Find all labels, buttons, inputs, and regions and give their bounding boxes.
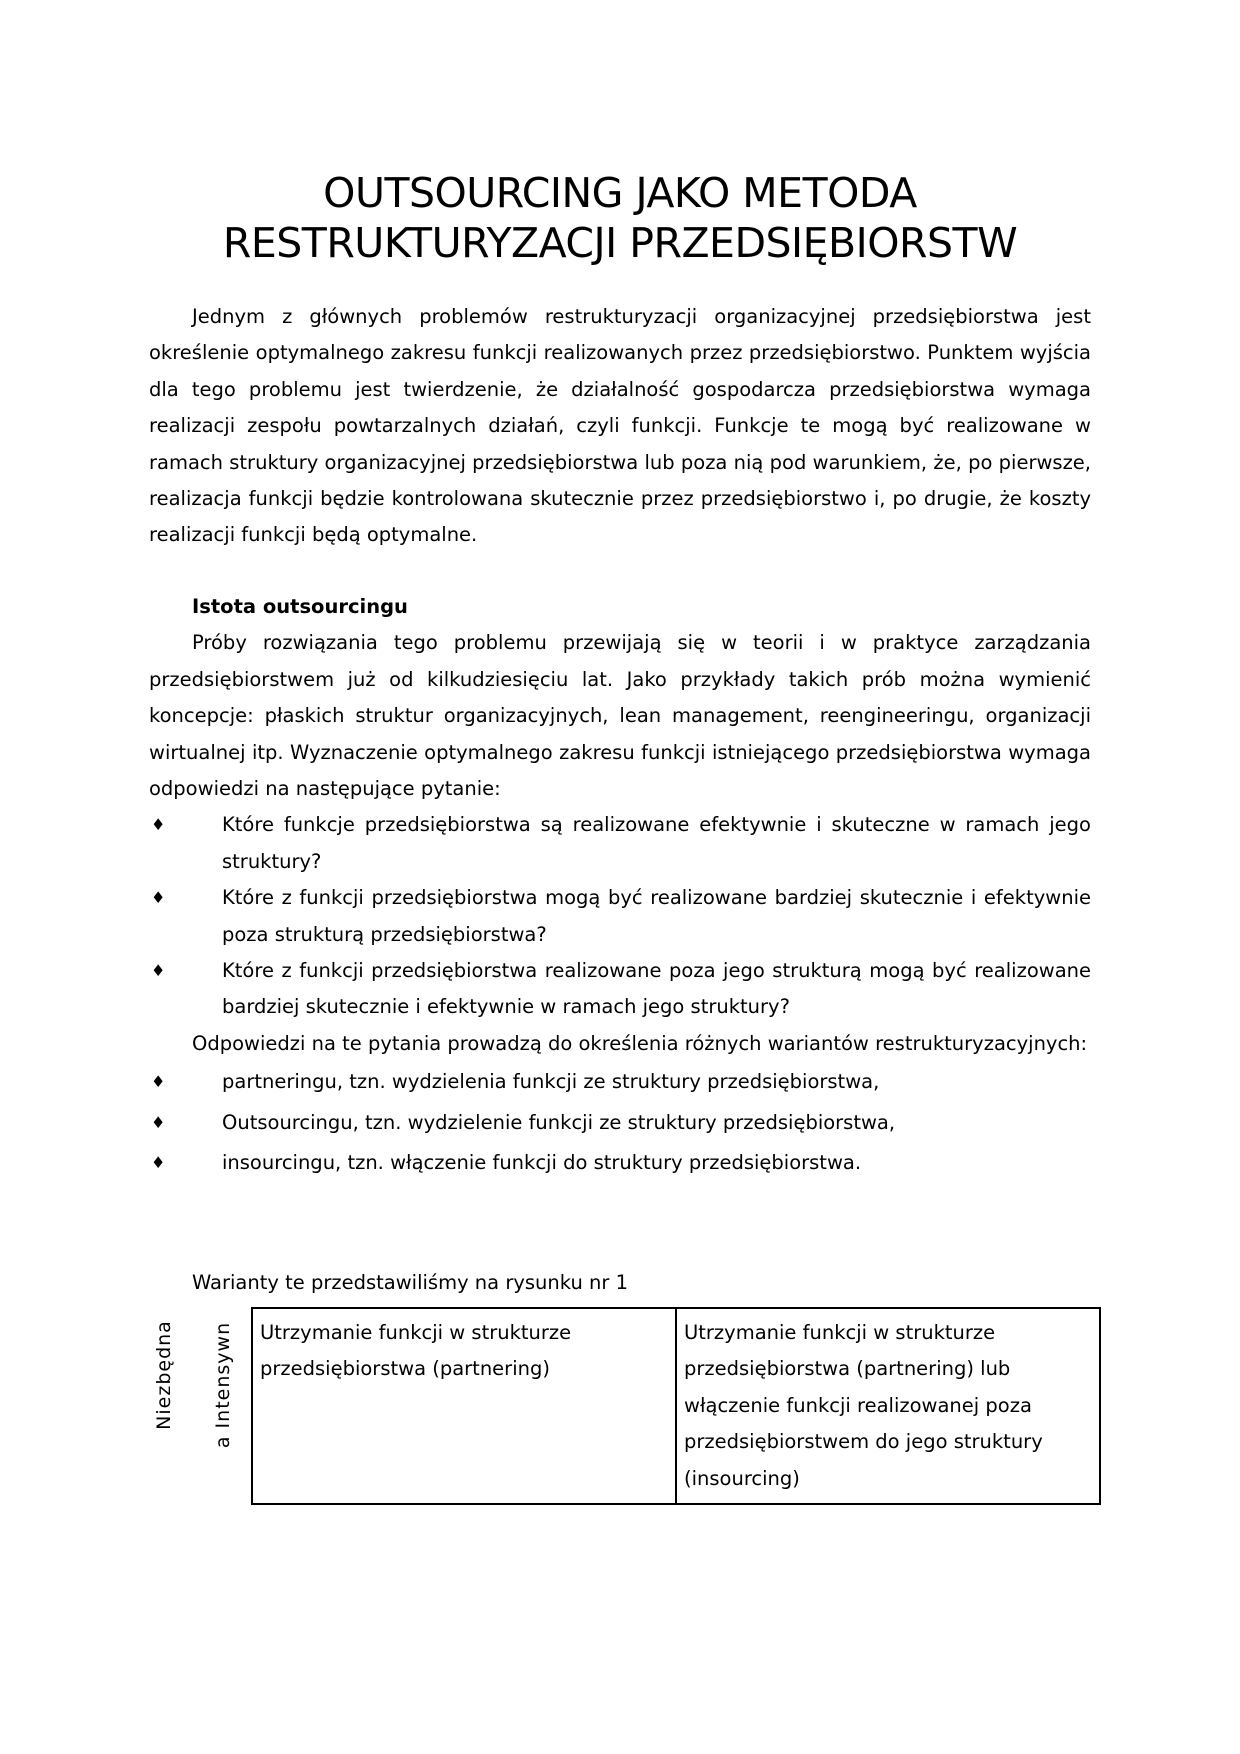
row-label-outer: Niezbędna [153,1320,175,1430]
figure-caption-block [149,1265,1091,1301]
list-item [149,1103,1091,1144]
list-item-text: Które z funkcji przedsiębiorstwa realizowane poza jego strukturą mogą być realizowane bardziej skutecznie i efektywnie w ramach jego struktury? [222,959,1091,1019]
row-label-inner: a Intensywn [212,1321,234,1449]
intro-section [149,299,1091,554]
list-item [149,953,1091,1026]
diamond-bullet-icon: ♦ [151,1072,166,1092]
list-item-text: partneringu, tzn. wydzielenia funkcji ze struktury przedsiębiorstwa, [222,1070,880,1094]
list-item-text: Które funkcje przedsiębiorstwa są realizowane efektywnie i skuteczne w ramach jego struktury? [222,813,1091,873]
essence-section [149,589,1091,1184]
section-heading: Istota outsourcingu [192,595,408,618]
list-item [149,1143,1091,1184]
paragraph-intro: Jednym z głównych problemów restrukturyzacji organizacyjnej przedsiębiorstwa jest określenie optymalnego zakresu funkcji realizowanych przez przedsiębiorstwo. Punktem wyjścia dla tego problemu jest twierdzenie, że działalność gospodarcza przedsiębiorstwa wymaga realizacji zespołu powtarzalnych działań, czyli funkcji. Funkcje te mogą być realizowane w ramach struktury organizacyjnej przedsiębiorstwa lub poza nią pod warunkiem, że, po pierwsze, realizacja funkcji będzie kontrolowana skutecznie przez przedsiębiorstwo i, po drugie, że koszty realizacji funkcji będą optymalne. [149,305,1091,547]
figure-caption: Warianty te przedstawiliśmy na rysunku nr 1 [192,1271,628,1294]
diamond-bullet-icon: ♦ [151,815,166,835]
diamond-bullet-icon: ♦ [151,1112,166,1132]
diamond-bullet-icon: ♦ [151,961,166,981]
title-line-1: OUTSOURCING JAKO METODA [323,169,917,217]
paragraph-essence: Próby rozwiązania tego problemu przewijają się w teorii i w praktyce zarządzania przedsiębiorstwem już od kilkudziesięciu lat. Jako przykłady takich prób można wymienić koncepcje: płaskich struktur organizacyjnych, lean management, reengineeringu, organizacji wirtualnej itp. Wyznaczenie optymalnego zakresu funkcji istniejącego przedsiębiorstwa wymaga odpowiedzi na następujące pytanie: [149,631,1091,801]
table-cell-partnering: Utrzymanie funkcji w strukturze przedsiębiorstwa (partnering) [252,1308,676,1504]
list-item-text: Które z funkcji przedsiębiorstwa mogą być realizowane bardziej skutecznie i efektywnie poza strukturą przedsiębiorstwa? [222,886,1091,946]
list-item [149,807,1091,880]
table-cell-partnering-insourcing: Utrzymanie funkcji w strukturze przedsiębiorstwa (partnering) lub włączenie funkcji realizowanej poza przedsiębiorstwem do jego struktury (insourcing) [676,1308,1100,1504]
figure-table [251,1307,1101,1505]
variants-list [149,1062,1091,1184]
list-item [149,880,1091,953]
document-title [0,168,1240,268]
list-item-text: Outsourcingu, tzn. wydzielenie funkcji ze struktury przedsiębiorstwa, [222,1110,896,1134]
diamond-bullet-icon: ♦ [151,1153,166,1173]
paragraph-answers: Odpowiedzi na te pytania prowadzą do określenia różnych wariantów restrukturyzacyjnych: [192,1031,1088,1055]
list-item-text: insourcingu, tzn. włączenie funkcji do struktury przedsiębiorstwa. [222,1151,862,1175]
questions-list [149,807,1091,1025]
title-line-2: RESTRUKTURYZACJI PRZEDSIĘBIORSTW [222,219,1018,267]
list-item [149,1062,1091,1103]
table-row [252,1308,1100,1504]
diamond-bullet-icon: ♦ [151,888,166,908]
